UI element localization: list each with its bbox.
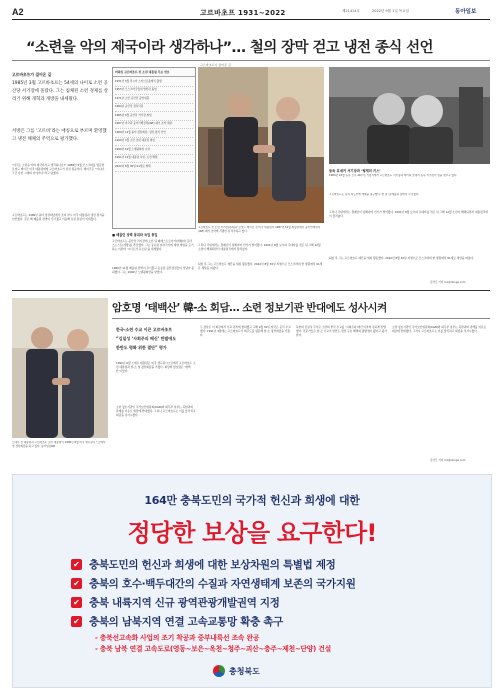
timeline-entry: 1987년 미국과 중거리핵전력(INF) 폐기 조약 체결	[115, 121, 193, 130]
side-caption-title: 동독 호네커 서기장과 ‘형제의 키스’	[329, 169, 381, 173]
article1-lead-2: 서방은 그를 ‘고르비’라는 애칭으로 부르며 환영했고 냉전 해체의 주역으로 평가했다.	[12, 129, 107, 142]
chungbuk-logo-icon	[213, 665, 225, 677]
issue-date: 2022년 9월 1일 목요일	[372, 9, 409, 13]
check-icon: ✔	[71, 597, 82, 608]
article1-headline: “소련을 악의 제국이라 생각하나”… 철의 장막 걷고 냉전 종식 선언	[26, 40, 433, 56]
article1-body-6: 퇴임 후 그는 고르바초프 재단을 세워 활동했다. 2022년 8월 30일 지병으로 모스크바의 한 병원에서 91세로 세상을 떠났다.	[198, 262, 323, 271]
timeline-entry: 1971년 소련 공산당 중앙위원	[115, 95, 193, 104]
ad-subitem: - 충북 남북 연결 고속도로(영동~보은~옥천~청주~괴산~충주~제천~단양) 건설	[95, 645, 331, 653]
timeline-box	[112, 67, 196, 229]
ad-item-label: 충북 내륙지역 신규 광역관광개발권역 지정	[89, 597, 280, 609]
page-number: A2	[12, 7, 24, 17]
summit-illustration	[12, 298, 108, 438]
roh-gorbachev-photo	[12, 298, 108, 438]
timeline-entry: 1955년 모스크바국립대 법학과 졸업	[115, 87, 193, 96]
header-rule	[12, 19, 490, 20]
handshake-illustration	[198, 67, 324, 223]
honecker-photo	[329, 67, 490, 164]
article1-body-8: 퇴임 후 그는 고르바초프 재단을 세워 활동했다. 2022년 8월 30일 지병으로 모스크바의 한 병원에서 91세로 세상을 떠났다.	[329, 256, 474, 260]
article2-subhead-1: 한국-소련 수교 이끈 고르바초프	[116, 327, 173, 332]
ad-subitem: - 충북선고속화 사업의 조기 착공과 중부내륙선 조속 완공	[95, 634, 260, 642]
timeline-entry: 1990년 10월 노벨평화상 수상	[115, 146, 193, 155]
kiss-illustration	[329, 67, 490, 164]
article2-headline: 암호명 ‘태백산’ 韓-소 회담… 소련 정보기관 반대에도 성사시켜	[112, 302, 387, 314]
check-icon: ✔	[71, 616, 82, 627]
timeline-title: 미하일 고르바초프 전 소련 대통령 주요 연보	[113, 68, 195, 77]
timeline-entry: 1991년 12월 대통령 사임, 소련 해체	[115, 155, 193, 164]
ad-subitem-list	[95, 633, 485, 655]
article1-body-3: 고르바초프는 공산당 서기장에 오른 뒤 페레스트로이카(개혁)와 글라스노스트(개방)를 추진했다. 그는 동유럽 위성국가에 대한 개입을 포기하는 이른바 ‘시나트라 독트린’을 내세웠다.	[112, 239, 194, 252]
newspaper-name: 동아일보	[455, 9, 477, 15]
ad-item	[71, 555, 471, 574]
summit-photo-caption: 노태우 전 대통령과 고르바초프 소련 대통령이 1990년 6월 미국 샌프란시스코에서 첫 정상회담을 하고 있다. 동아일보DB	[12, 441, 106, 448]
issue-number: 제21414호	[342, 9, 360, 13]
series-title: 고르바초프 1931~2022	[200, 9, 286, 17]
ad-item-label: 충북도민의 헌신과 희생에 대한 보상차원의 특별법 제정	[89, 559, 336, 571]
article-divider	[12, 290, 490, 291]
article2-body-2: 소련 정보기관인 국가보안위원회(KGB)와 외무부 일부는 북한과의 관계를 이유로 회담에 반대했다. 그러나 고르바초프는 이를 물리치고 회담을 성사시켰다.	[116, 405, 196, 418]
article1-reporter: 김성모 기자 mo@donga.com	[430, 281, 466, 284]
ad-sponsor	[213, 665, 260, 677]
article1-section-heading: ■ 베를린 장벽 붕괴와 독일 통일	[112, 233, 158, 237]
side-caption: 1989년 10월 동독 건국 40주년 기념식에서 고르바초프 서기장과 에리히 호네커 동독 서기장이 입을 맞추고 있다.	[329, 174, 458, 177]
article2-body-3: 두 정상은 이 회담에서 수교 원칙에 합의했고 그해 9월 30일 양국은 공식 수교했다. 1991년 4월에는 고르바초프가 제주도를 방문해 한-소 정상회담을 가졌다.	[200, 325, 291, 338]
ad-headline: 정당한 보상을 요구한다!	[127, 519, 377, 547]
article1-body-4: 1989년 11월 베를린 장벽이 무너졌고 동유럽 공산정권들이 잇달아 붕괴했다. 그는 1990년 노벨평화상을 받았다.	[112, 266, 194, 275]
timeline-entry: 1931년 3월 러시아 스타브로폴에서 출생	[115, 78, 193, 87]
ad-top-line: 164만 충북도민의 국가적 헌신과 희생에 대한	[144, 494, 360, 507]
timeline-subtitle: 고르바초프가 걸어온 길	[200, 63, 231, 67]
ad-item	[71, 574, 471, 593]
article2-body-1: 1990년 6월 노태우 대통령은 미국 샌프란시스코에서 고르바초프 소련 대통령과 한-소 첫 정상회담을 가졌다. 회담의 암호명은 ‘태백산’이었다.	[116, 361, 196, 374]
ad-panel	[12, 474, 492, 688]
timeline-entry: 1989년 12월 몰타 정상회담, 냉전 종식 선언	[115, 129, 193, 138]
sponsor-name: 충청북도	[229, 666, 260, 676]
ad-item-label: 충북의 호수·백두대간의 수질과 자연생태계 보존의 국가지원	[89, 578, 356, 590]
article1-body-2: 고르바초프는 1989년 몰타 정상회담에서 조지 부시 미국 대통령과 냉전 종식을 선언했다. 같은 해 베를린 장벽이 무너졌고 이듬해 독일 통일이 이뤄졌다.	[12, 213, 105, 222]
article1-intro-byline: 고르바초프가 걸어온 길	[12, 72, 52, 77]
timeline-entry: 1985년 3월 공산당 서기장 취임	[115, 112, 193, 121]
reagan-gorbachev-photo	[198, 67, 324, 223]
article2-reporter: 김성모 기자 mo@donga.com	[430, 459, 466, 462]
article1-body-7: 그러나 국내에서는 경제난이 심해지며 인기가 떨어졌다. 1991년 8월 보수파 쿠데타를 겪은 뒤 그해 12월 소련이 해체되면서 대통령직에서 물러났다.	[329, 210, 488, 219]
article2-body-4: 북한의 김일성 주석은 소련의 한국 수교를 ‘사회주의 배신’이라며 강하게 반발했다. 전문가들은 한-소 수교가 한반도 냉전 구조 해체의 출발점이 됐다고 평가한다.	[296, 325, 387, 338]
ad-item	[71, 612, 471, 631]
ad-item	[71, 593, 471, 612]
article2-subhead-3: 한반도 평화 위한 결단” 평가	[116, 345, 167, 350]
ad-item-list	[71, 555, 471, 631]
article1-body-1: “아직도 소련을 악의 제국이라고 생각하나요?” 1988년 5월 모스크바를 방문한 로널드 레이건 미국 대통령에게 고르바초프가 던진 질문이다. 레이건은 “아니다. 그건 다른 시대의 이야기다”라고 답했다.	[12, 163, 106, 176]
timeline-entry: 1980년 공산당 정치국원	[115, 104, 193, 113]
main-photo-caption: 고르바초프 전 소련 서기장(왼쪽)과 로널드 레이건 전 미국 대통령이 1987년 12월 워싱턴에서 중거리핵전력(INF) 폐기 조약에 서명한 뒤 악수하고 있다.	[198, 226, 321, 233]
article2-head-rule	[112, 318, 490, 319]
article2-subhead-2: “김일성 ‘사회주의 배신’ 반발에도	[116, 336, 177, 341]
timeline-entry: 2022년 8월 30일 91세로 별세	[115, 163, 193, 172]
article2-body-5: 소련 정보기관인 국가보안위원회(KGB)와 외무부 일부는 북한과의 관계를 이유로 회담에 반대했다. 그러나 고르바초프는 이를 물리치고 회담을 성사시켰다.	[392, 325, 487, 334]
timeline-entry: 1990년 3월 소련 초대 대통령 취임	[115, 138, 193, 147]
article1-lead-1: 1985년 3월 고르바초프는 54세의 나이로 소련 공산당 서기장에 올랐다. 그는 침체된 소련 경제를 살리기 위해 개혁과 개방을 내세웠다.	[12, 81, 108, 102]
check-icon: ✔	[71, 578, 82, 589]
timeline-list	[113, 77, 195, 173]
ad-item-label: 충북의 남북지역 연결 고속교통망 확충 촉구	[89, 616, 283, 628]
side-body: 고르바초프는 동독 지도부에 개혁을 촉구했다. 한 달 뒤 베를린 장벽이 무너졌다.	[329, 193, 420, 196]
article1-body-5: 그러나 국내에서는 경제난이 심해지며 인기가 떨어졌다. 1991년 8월 보수파 쿠데타를 겪은 뒤 그해 12월 소련이 해체되면서 대통령직에서 물러났다.	[198, 243, 321, 252]
check-icon: ✔	[71, 559, 82, 570]
headline-rule	[12, 60, 490, 61]
